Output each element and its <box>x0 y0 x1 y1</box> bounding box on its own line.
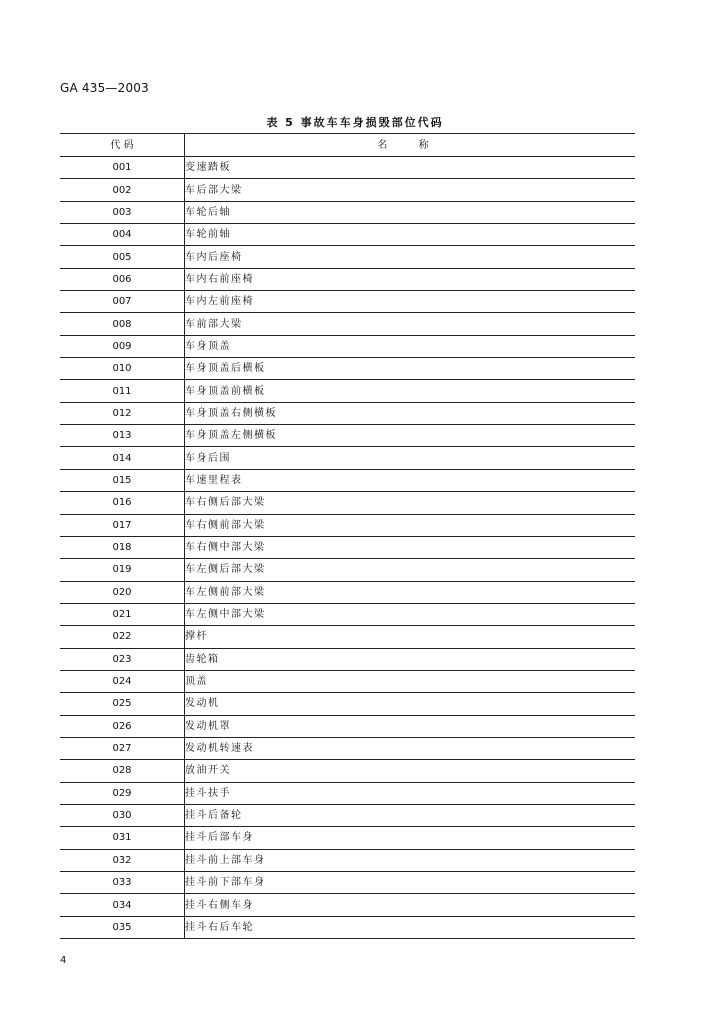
row-name: 发动机 <box>185 693 636 715</box>
row-code: 009 <box>60 335 185 357</box>
table-row <box>60 693 635 715</box>
row-code: 017 <box>60 514 185 536</box>
row-code: 014 <box>60 447 185 469</box>
row-code: 025 <box>60 693 185 715</box>
table-row <box>60 425 635 447</box>
row-code: 004 <box>60 224 185 246</box>
row-code: 019 <box>60 559 185 581</box>
row-name: 车内左前座椅 <box>185 291 636 313</box>
table-row <box>60 492 635 514</box>
row-code: 018 <box>60 536 185 558</box>
table-body <box>60 157 635 939</box>
row-code: 005 <box>60 246 185 268</box>
row-name: 车前部大梁 <box>185 313 636 335</box>
table-header-row <box>60 134 635 157</box>
table-row <box>60 715 635 737</box>
row-name: 车身顶盖前横板 <box>185 380 636 402</box>
table-row <box>60 872 635 894</box>
standard-code: GA 435—2003 <box>60 81 149 95</box>
row-code: 027 <box>60 737 185 759</box>
row-code: 001 <box>60 157 185 179</box>
table-row <box>60 603 635 625</box>
row-name: 挂斗右后车轮 <box>185 916 636 938</box>
row-code: 023 <box>60 648 185 670</box>
row-name: 车左侧后部大梁 <box>185 559 636 581</box>
table-row <box>60 559 635 581</box>
row-code: 006 <box>60 268 185 290</box>
row-name: 车轮前轴 <box>185 224 636 246</box>
damage-code-table <box>60 133 635 939</box>
table-row <box>60 313 635 335</box>
row-code: 021 <box>60 603 185 625</box>
table-row <box>60 737 635 759</box>
table-row <box>60 648 635 670</box>
table-row <box>60 626 635 648</box>
table-row <box>60 469 635 491</box>
row-code: 015 <box>60 469 185 491</box>
row-code: 013 <box>60 425 185 447</box>
row-code: 007 <box>60 291 185 313</box>
row-name: 挂斗前下部车身 <box>185 872 636 894</box>
row-name: 车身顶盖右侧横板 <box>185 402 636 424</box>
row-name: 车身顶盖 <box>185 335 636 357</box>
row-name: 车右侧中部大梁 <box>185 536 636 558</box>
table-row <box>60 514 635 536</box>
table-row <box>60 179 635 201</box>
table-row <box>60 827 635 849</box>
table-row <box>60 894 635 916</box>
table-row <box>60 402 635 424</box>
row-code: 002 <box>60 179 185 201</box>
row-code: 031 <box>60 827 185 849</box>
row-name: 车身顶盖后横板 <box>185 358 636 380</box>
row-name: 顶盖 <box>185 670 636 692</box>
table-row <box>60 760 635 782</box>
table-row <box>60 804 635 826</box>
row-name: 变速踏板 <box>185 157 636 179</box>
row-name: 车左侧中部大梁 <box>185 603 636 625</box>
column-header-name: 名 称 <box>185 134 636 157</box>
table-row <box>60 224 635 246</box>
row-name: 挂斗扶手 <box>185 782 636 804</box>
table-row <box>60 536 635 558</box>
row-code: 033 <box>60 872 185 894</box>
row-name: 齿轮箱 <box>185 648 636 670</box>
row-code: 035 <box>60 916 185 938</box>
table-row <box>60 335 635 357</box>
table-row <box>60 782 635 804</box>
table-row <box>60 201 635 223</box>
row-code: 022 <box>60 626 185 648</box>
table-row <box>60 447 635 469</box>
row-name: 挂斗后部车身 <box>185 827 636 849</box>
table-row <box>60 380 635 402</box>
page-number: 4 <box>60 955 67 966</box>
row-name: 车轮后轴 <box>185 201 636 223</box>
row-code: 029 <box>60 782 185 804</box>
row-name: 挂斗右侧车身 <box>185 894 636 916</box>
row-code: 010 <box>60 358 185 380</box>
row-code: 008 <box>60 313 185 335</box>
row-name: 撑杆 <box>185 626 636 648</box>
row-name: 车内后座椅 <box>185 246 636 268</box>
row-code: 016 <box>60 492 185 514</box>
row-code: 028 <box>60 760 185 782</box>
row-name: 车左侧前部大梁 <box>185 581 636 603</box>
row-name: 车后部大梁 <box>185 179 636 201</box>
row-code: 024 <box>60 670 185 692</box>
table-row <box>60 358 635 380</box>
row-name: 放油开关 <box>185 760 636 782</box>
row-code: 012 <box>60 402 185 424</box>
row-code: 032 <box>60 849 185 871</box>
row-code: 030 <box>60 804 185 826</box>
row-code: 003 <box>60 201 185 223</box>
table-row <box>60 291 635 313</box>
table-row <box>60 916 635 938</box>
row-name: 车内右前座椅 <box>185 268 636 290</box>
row-code: 020 <box>60 581 185 603</box>
row-code: 011 <box>60 380 185 402</box>
row-name: 车右侧后部大梁 <box>185 492 636 514</box>
row-name: 车身顶盖左侧横板 <box>185 425 636 447</box>
table-row <box>60 157 635 179</box>
row-name: 发动机罩 <box>185 715 636 737</box>
row-name: 车速里程表 <box>185 469 636 491</box>
row-name: 车身后围 <box>185 447 636 469</box>
table-row <box>60 246 635 268</box>
row-name: 车右侧前部大梁 <box>185 514 636 536</box>
table-title: 表 5 事故车车身损毁部位代码 <box>266 116 444 129</box>
table-row <box>60 268 635 290</box>
table-row <box>60 670 635 692</box>
row-code: 034 <box>60 894 185 916</box>
table-row <box>60 849 635 871</box>
row-name: 挂斗前上部车身 <box>185 849 636 871</box>
row-name: 挂斗后备轮 <box>185 804 636 826</box>
column-header-code: 代 码 <box>60 134 185 157</box>
table-row <box>60 581 635 603</box>
row-code: 026 <box>60 715 185 737</box>
row-name: 发动机转速表 <box>185 737 636 759</box>
